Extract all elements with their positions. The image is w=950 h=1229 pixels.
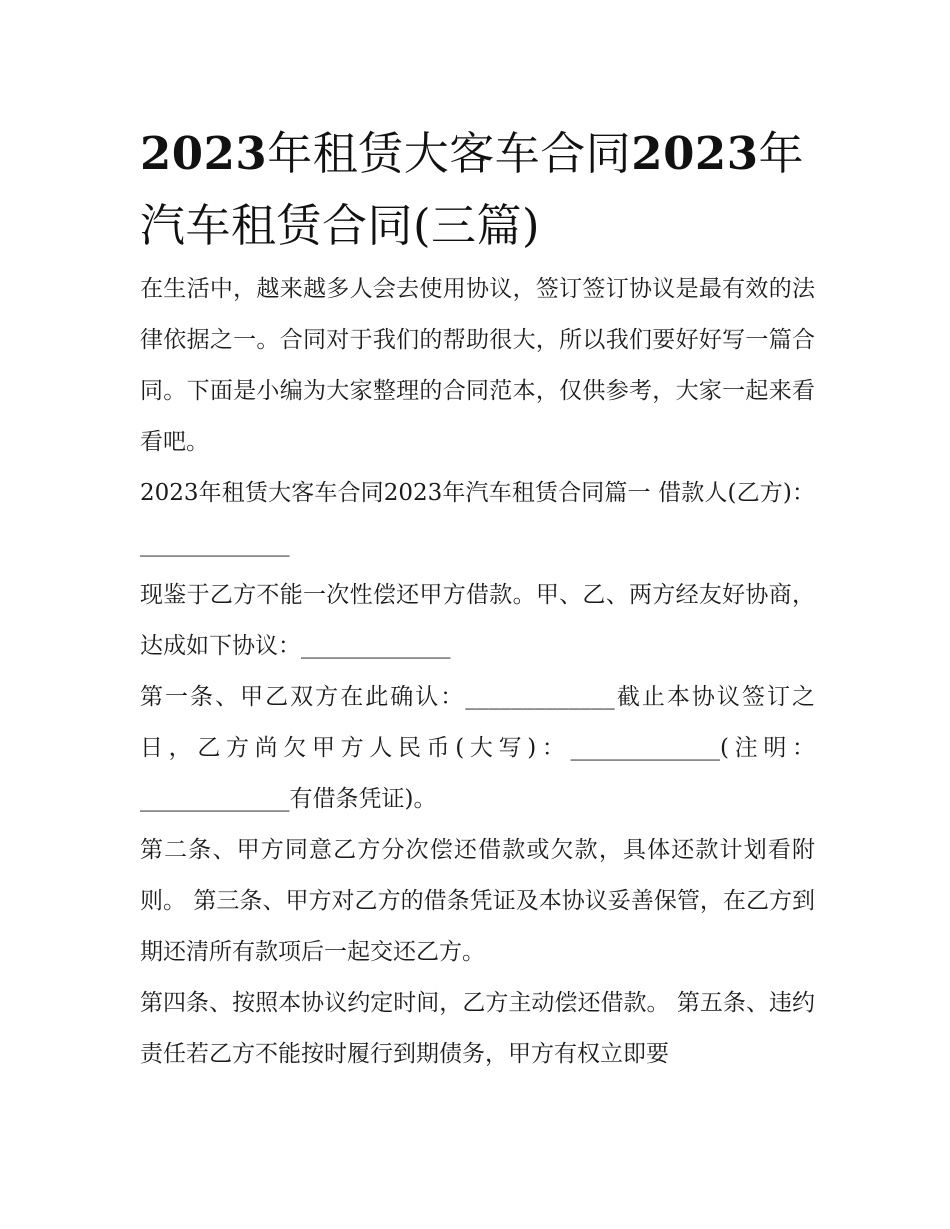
paragraph-article-1: 第一条、甲乙双方在此确认：_____________截止本协议签订之日，乙方尚欠甲方人民币(大写)：_____________(注明：_____________有借条凭证)。	[140, 684, 815, 812]
title-year-2: 2023	[631, 127, 759, 180]
title-text-2: 年汽车租赁合同(三篇)	[140, 127, 805, 252]
title-year-1: 2023	[140, 127, 268, 180]
document-title	[140, 118, 815, 262]
paragraph-preamble: 现鉴于乙方不能一次性偿还甲方借款。甲、乙、两方经友好协商，达成如下协议：_____________	[140, 582, 815, 659]
paragraph-article-4-5: 第四条、按照本协议约定时间，乙方主动偿还借款。 第五条、违约责任若乙方不能按时履行到期债务，甲方有权立即要	[140, 990, 815, 1067]
paragraph-intro: 在生活中，越来越多人会去使用协议，签订签订协议是最有效的法律依据之一。合同对于我们的帮助很大，所以我们要好好写一篇合同。下面是小编为大家整理的合同范本，仅供参考，大家一起来看看吧。	[140, 276, 815, 455]
title-text-1: 年租赁大客车合同	[267, 127, 632, 180]
document-body	[140, 118, 815, 1080]
paragraph-article-2-3: 第二条、甲方同意乙方分次偿还借款或欠款，具体还款计划看附则。 第三条、甲方对乙方的借条凭证及本协议妥善保管，在乙方到期还清所有款项后一起交还乙方。	[140, 837, 815, 965]
paragraph-borrower: 2023年租赁大客车合同2023年汽车租赁合同篇一 借款人(乙方)：_____________	[140, 480, 815, 557]
